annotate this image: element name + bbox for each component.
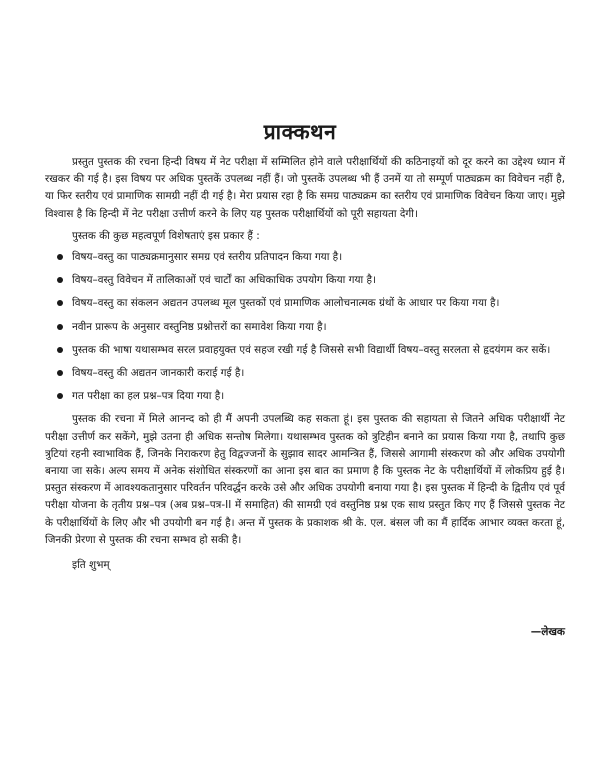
list-item bbox=[45, 272, 565, 289]
list-item bbox=[45, 249, 565, 266]
author-signature: —लेखक bbox=[530, 626, 565, 638]
page-title: प्राक्कथन bbox=[263, 120, 337, 144]
list-item bbox=[45, 365, 565, 382]
feature-text: गत परीक्षा का हल प्रश्न–पत्र दिया गया है। bbox=[72, 390, 225, 403]
bullet-icon bbox=[57, 300, 63, 306]
bullet-icon bbox=[57, 254, 63, 260]
preface-body bbox=[45, 154, 565, 574]
feature-text: विषय–वस्तु का संकलन अद्यतन उपलब्ध मूल पुस्तकों एवं प्रामाणिक आलोचनात्मक ग्रंथों के आधार पर किया गया है। bbox=[72, 297, 500, 310]
list-item bbox=[45, 295, 565, 312]
feature-text: विषय–वस्तु की अद्यतन जानकारी कराई गई है। bbox=[72, 367, 245, 380]
closing-paragraph: पुस्तक की रचना में मिले आनन्द को ही मैं अपनी उपलब्धि कह सकता हूं। इस पुस्तक की सहायता से जितने अधिक परीक्षार्थी नेट परीक्षा उत्तीर्ण कर सकेंगे, मुझे उतना ही अधिक सन्तोष मिलेगा। यथासम्भव पुस्तक को त्रुटिहीन बनाने का प्रयास किया गया है, तथापि कुछ त्रुटियां रहनी स्वाभाविक हैं, जिनके निराकरण हेतु विद्वज्जनों के सुझाव सादर आमन्त्रित हैं, जिससे आगामी संस्करण को और अधिक उपयोगी बनाया जा सके। अल्प समय में अनेक संशोधित संस्करणों का आना इस बात का प्रमाण है कि पुस्तक नेट के परीक्षार्थियों में लोकप्रिय हुई है। प्रस्तुत संस्करण में आवश्यकतानुसार परिवर्तन परिवर्द्धन करके उसे और अधिक उपयोगी बनाया गया है। इस पुस्तक में हिन्दी के द्वितीय एवं पूर्व परीक्षा योजना के तृतीय प्रश्न–पत्र (अब प्रश्न–पत्र-II में समाहित) की सामग्री एवं वस्तुनिष्ठ प्रश्न एक साथ प्रस्तुत किए गए हैं जिससे पुस्तक नेट के परीक्षार्थियों के लिए और भी उपयोगी बन गई है। अन्त में पुस्तक के प्रकाशक श्री के. एल. बंसल जी का मैं हार्दिक आभार व्यक्त करता हूं, जिनकी प्रेरणा से पुस्तक की रचना सम्भव हो सकी है। bbox=[45, 413, 565, 546]
intro-paragraph: प्रस्तुत पुस्तक की रचना हिन्दी विषय में नेट परीक्षा में सम्मिलित होने वाले परीक्षार्थियों की कठिनाइयों को दूर करने का उद्देश्य ध्यान में रखकर की गई है। इस विषय पर अधिक पुस्तकें उपलब्ध नहीं हैं। जो पुस्तकें उपलब्ध भी हैं उनमें या तो सम्पूर्ण पाठ्यक्रम का विवेचन नहीं है, या फिर स्तरीय एवं प्रामाणिक सामग्री नहीं दी गई है। मेरा प्रयास रहा है कि समग्र पाठ्यक्रम का स्तरीय एवं प्रामाणिक विवेचन किया जाए। मुझे विश्वास है कि हिन्दी में नेट परीक्षा उत्तीर्ण करने के लिए यह पुस्तक परीक्षार्थियों को पूरी सहायता देगी। bbox=[45, 156, 565, 220]
feature-text: विषय–वस्तु विवेचन में तालिकाओं एवं चार्टों का अधिकाधिक उपयोग किया गया है। bbox=[72, 274, 376, 287]
feature-text: नवीन प्रारूप के अनुसार वस्तुनिष्ठ प्रश्नोत्तरों का समावेश किया गया है। bbox=[72, 320, 327, 333]
bullet-icon bbox=[57, 347, 63, 353]
list-item bbox=[45, 388, 565, 405]
feature-text: विषय–वस्तु का पाठ्यक्रमानुसार समग्र एवं स्तरीय प्रतिपादन किया गया है। bbox=[72, 251, 343, 264]
list-item bbox=[45, 319, 565, 336]
features-intro: पुस्तक की कुछ महत्वपूर्ण विशेषताएं इस प्रकार हैं : bbox=[72, 229, 260, 242]
bullet-icon bbox=[57, 370, 63, 376]
feature-text: पुस्तक की भाषा यथासम्भव सरल प्रवाहयुक्त एवं सहज रखी गई है जिससे सभी विद्यार्थी विषय–वस्तु सरलता से हृदयंगम कर सकें। bbox=[72, 343, 551, 356]
bullet-icon bbox=[57, 324, 63, 330]
sign-off: इति शुभम् bbox=[72, 559, 110, 572]
features-list bbox=[45, 249, 565, 405]
bullet-icon bbox=[57, 277, 63, 283]
bullet-icon bbox=[57, 393, 63, 399]
list-item bbox=[45, 342, 565, 359]
